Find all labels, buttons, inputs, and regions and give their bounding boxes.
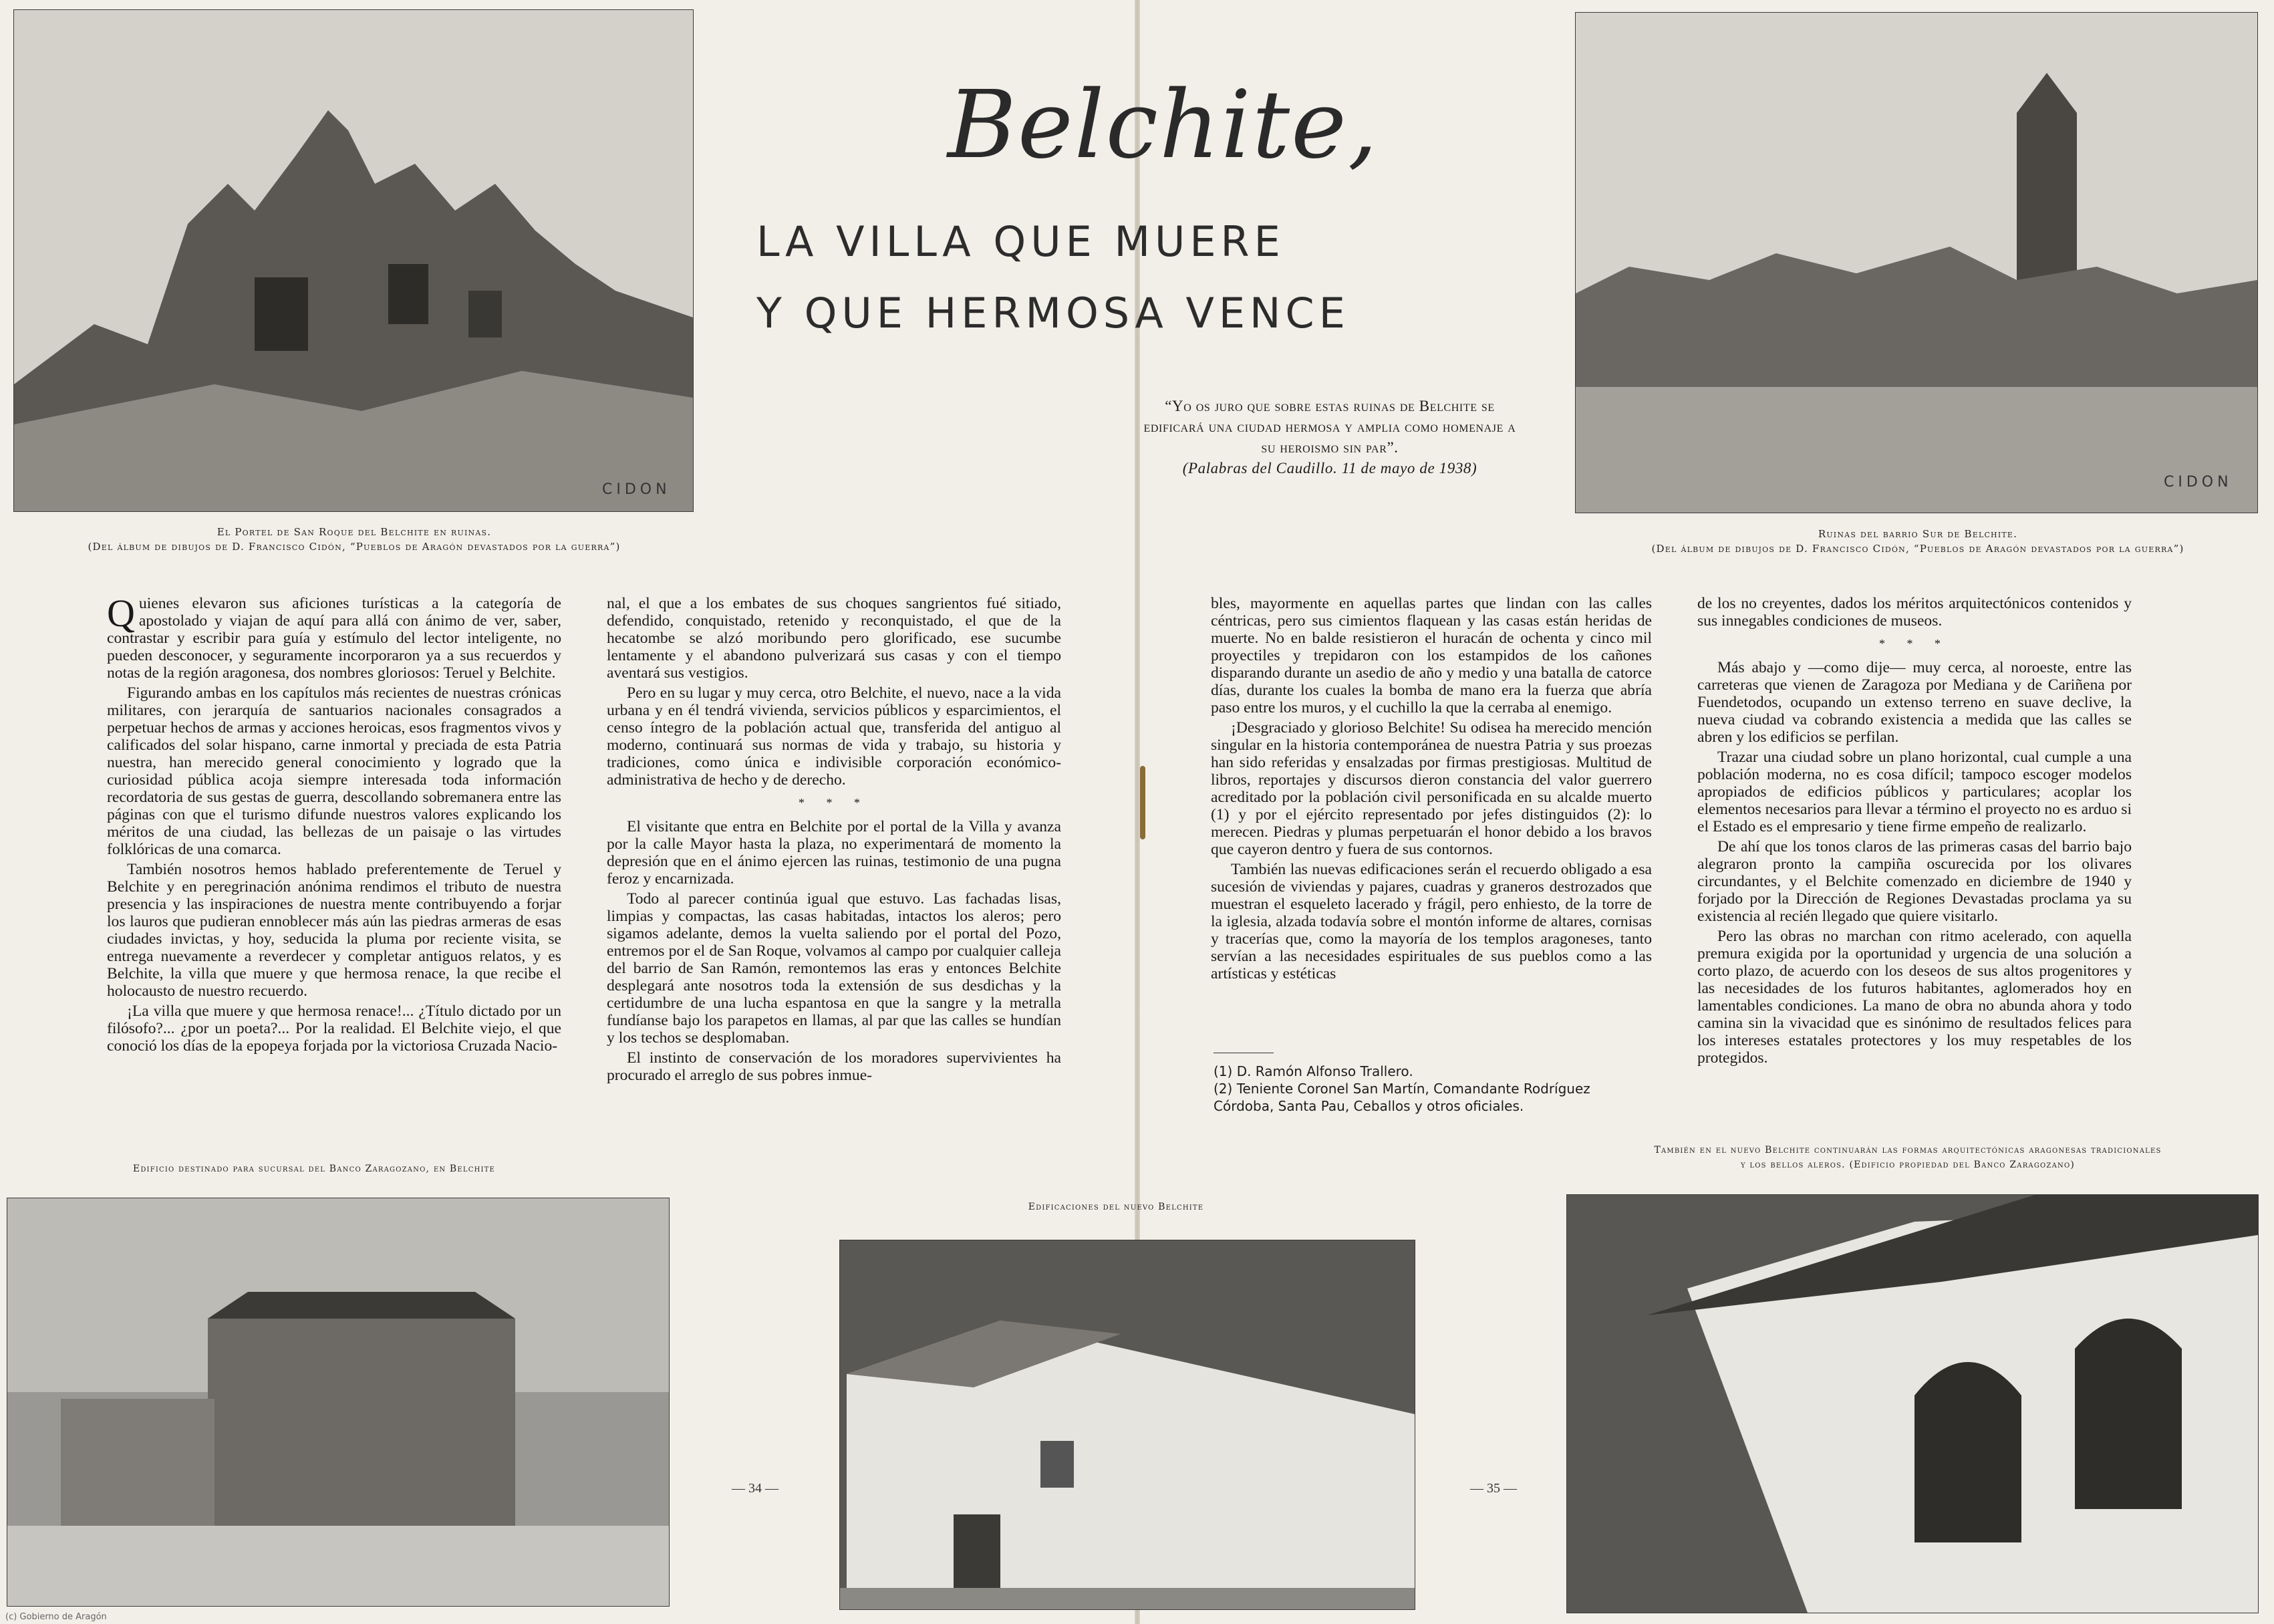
staple (1140, 766, 1145, 839)
caption-top-left-line1: El Portel de San Roque del Belchite en ruinas. (217, 526, 492, 538)
col2-para-4: Todo al parecer continúa igual que estuvo. Las fachadas lisas, limpias y compactas, las casas habitadas, intactos los aleros; pero sigamos adelante, demos la vuelta saliendo por el portal del Pozo, entremos por el de San Roque, volvamos al campo por cualquier calleja del barrio de San Ramón, remontemos las eras y entonces Belchite desplegará ante nosotros toda la extensión de sus desdichas y la certidumbre de una lucha espantosa en que la sangre y la metralla fundíanse bajo los parapetos en llamas, al par que las calles se hundían y los techos se desplomaban. (607, 890, 1061, 1047)
col4-para-1: de los no creyentes, dados los méritos arquitectónicos contenidos y sus innegables condiciones de museos. (1697, 595, 2132, 630)
footnote-2: (2) Teniente Coronel San Martín, Comandante Rodríguez Córdoba, Santa Pau, Ceballos y otros oficiales. (1214, 1081, 1590, 1114)
caudillo-quote (1136, 396, 1524, 479)
col3-para-2: ¡Desgraciado y glorioso Belchite! Su odisea ha merecido mención singular en la historia contemporánea de nuestra Patria y sus proezas han sido referidas y ensalzadas por firmas prestigiosas. Multitud de libros, reportajes y discursos dieron constancia del valor guerrero acreditado por la población civil personificada en su alcalde muerto (1) y por el ejército representado por jefes distinguidos (2): lo merecen. Piedras y plumas perpetuarán el honor debido a los bravos que cayeron dentro y fuera de sus contornos. (1211, 719, 1652, 858)
col2-para-1: nal, el que a los embates de sus choques sangrientos fué sitiado, defendido, conquistado, retenido y reconquistado, el que de la hecatombe se alzó moribundo pero glorificado, ese sucumbe lentamente y el abandono pulverizará sus casas y con el tiempo aventará sus vestigios. (607, 595, 1061, 682)
footnotes (1214, 1063, 1652, 1115)
new-belchite-buildings-photo (839, 1240, 1415, 1610)
col4-para-4: De ahí que los tonos claros de las primeras casas del barrio bajo alegraron pronto la campiña oscurecida por los olivares circundantes, y el Belchite comenzado en diciembre de 1940 y forjado por la Dirección de Regiones Devastadas proclama ya su existencia al recién llegado que quiere visitarlo. (1697, 838, 2132, 925)
article-column-3 (1211, 595, 1652, 985)
footnote-1: (1) D. Ramón Alfonso Trallero. (1214, 1063, 1413, 1079)
col1-para-1: Quienes elevaron sus aficiones turísticas a la categoría de apostolado y viajan de aquí para allá con ánimo de ver, saber, contrastar y escribir para guía y estímulo del lector inteligente, no pueden desconocer, y seguramente incorporaron ya a sus recuerdos y notas de la región aragonesa, dos nombres gloriosos: Teruel y Belchite. (107, 591, 561, 682)
caption-top-left (0, 525, 708, 554)
article-column-4 (1697, 595, 2132, 1069)
copyright-watermark: (c) Gobierno de Aragón (5, 1612, 107, 1622)
page-number-right: — 35 — (1470, 1481, 1517, 1496)
col2-para-2: Pero en su lugar y muy cerca, otro Belchite, el nuevo, nace a la vida urbana y en él tendrá vivienda, servicios públicos y esparcimientos, el censo íntegro de la población actual que, transferida del antiguo al moderno, continuará sus normas de vida y trabajo, su historia y tradiciones, como única e indivisible corporación económico-administrativa de hecho y de derecho. (607, 684, 1061, 789)
col3-para-3: También las nuevas edificaciones serán el recuerdo obligado a esa sucesión de viviendas y pajares, cuadras y graneros destrozados que muestran el esqueleto lacerado y frágil, pero enhiesto, de la torre de la iglesia, alzada todavía sobre el montón informe de altares, cornisas y tracerías que, como la mayoría de los templos aragoneses, tanto servían a las necesidades espirituales de sus pueblos como a las artísticas y estéticas (1211, 861, 1652, 982)
title-script: Belchite, (948, 71, 1379, 180)
drop-cap: Q (107, 591, 135, 635)
caption-top-right (1564, 527, 2272, 556)
article-column-2 (607, 595, 1061, 1087)
col3-para-1: bles, mayormente en aquellas partes que lindan con las calles céntricas, pero sus cimientos flaquean y las casas están heridas de muerte. No en balde resistieron el huracán de ochenta y cinco mil proyectiles y trepidaron con los estampidos de los cañones disparando durante un asedio de año y medio y una batalla de catorce días, durante los cuales la bomba de mano era la fuerza que abría paso entre los muros, y el cuchillo la que la cerraba al enemigo. (1211, 595, 1652, 716)
section-divider: * * * (799, 796, 869, 809)
caption-bottom-center: Edificaciones del nuevo Belchite (1028, 1202, 1204, 1212)
caption-bottom-right-line1: También en el nuevo Belchite continuarán las formas arquitectónicas aragonesas tradicionales (1654, 1145, 2162, 1156)
page-number-left: — 34 — (732, 1481, 778, 1496)
caption-top-right-line1: Ruinas del barrio Sur de Belchite. (1818, 528, 2018, 540)
ruins-drawing-san-roque (13, 9, 694, 512)
artist-signature: CIDON (602, 481, 671, 498)
col4-para-2: Más abajo y —como dije— muy cerca, al noroeste, entre las carreteras que vienen de Zaragoza por Mediana y de Cariñena por Fuendetodos, ocupando un extenso terreno en suave declive, la nueva ciudad va cobrando existencia a medida que las calles se abren y los edificios se perfilan. (1697, 659, 2132, 746)
caption-bottom-right (1564, 1143, 2252, 1172)
col2-para-3: El visitante que entra en Belchite por el portal de la Villa y avanza por la calle Mayor hasta la plaza, no experimentará de momento la depresión que en el ánimo ejercen las ruinas, testimonio de una pugna feroz y encarnizada. (607, 818, 1061, 888)
col2-para-5: El instinto de conservación de los moradores supervivientes ha procurado el arreglo de sus pobres inmue- (607, 1049, 1061, 1084)
bank-branch-building-photo (7, 1198, 670, 1607)
title-line-1: LA VILLA QUE MUERE (756, 217, 1285, 266)
article-column-1 (107, 591, 561, 1057)
quote-text: “Yo os juro que sobre estas ruinas de Belchite se edificará una ciudad hermosa y amplia como homenaje a su heroismo sin par”. (1143, 398, 1516, 456)
col4-para-5: Pero las obras no marchan con ritmo acelerado, con aquella premura exigida por la oportunidad y urgencia de una solución a corto plazo, de acuerdo con los deseos de sus altos progenitores y las necesidades de los futuros habitantes, aglomerados hoy en lamentables condiciones. La mano de obra no abunda ahora y todo camina sin la vivacidad que es sinónimo de resultados felices para los intereses estatales protectores y los muy respetables de los protegidos. (1697, 928, 2132, 1067)
title-line-2: Y QUE HERMOSA VENCE (756, 289, 1350, 337)
aragonese-eaves-photo (1566, 1194, 2259, 1613)
col1-para-2: Figurando ambas en los capítulos más recientes de nuestras crónicas militares, con jerarquía de santuarios nacionales consagrados a perpetuar hechos de armas y acciones heroicas, esos fragmentos vivos y calificados del solar hispano, carne inmortal y preciada de esta Patria nuestra, han merecido general conocimiento y logrado que la curiosidad pública acoja siempre interesada toda información recordatoria de sus gestas de guerra, descollando sobremanera entre las páginas con que el turismo difunde nuestros valores explicando los méritos de una ciudad, las bellezas de un paisaje o las virtudes folklóricas de una comarca. (107, 684, 561, 858)
section-divider-2: * * * (1879, 637, 1950, 650)
caption-bottom-left: Edificio destinado para sucursal del Banco Zaragozano, en Belchite (132, 1164, 496, 1174)
col4-para-3: Trazar una ciudad sobre un plano horizontal, cual cumple a una población moderna, no es cosa difícil; tampoco escoger modelos apropiados de edificios públicos y particulares; acoplar los elementos necesarios para llevar a término el proyecto no es arduo si el Estado es el empresario y tiene firme empeño de realizarlo. (1697, 749, 2132, 835)
quote-attribution: (Palabras del Caudillo. 11 de mayo de 1938) (1182, 460, 1477, 477)
caption-bottom-right-line2: y los bellos aleros. (Edificio propiedad del Banco Zaragozano) (1740, 1160, 2076, 1170)
col1-para-4: ¡La villa que muere y que hermosa renace!... ¿Título dictado por un filósofo?... ¿por un poeta?... Por la realidad. El Belchite viejo, el que conoció los días de la epopeya forjada por la victoriosa Cruzada Nacio- (107, 1002, 561, 1055)
caption-top-right-line2: (Del álbum de dibujos de D. Francisco Cidón, “Pueblos de Aragón devastados por la guerra”) (1651, 543, 2184, 555)
artist-signature-right: CIDON (2164, 474, 2233, 491)
caption-top-left-line2: (Del álbum de dibujos de D. Francisco Cidón, “Pueblos de Aragón devastados por la guerra”) (88, 541, 621, 553)
ruins-drawing-barrio-sur (1575, 12, 2258, 513)
col1-para-3: También nosotros hemos hablado preferentemente de Teruel y Belchite y en peregrinación anónima rendimos el tributo de nuestra presencia y las inspiraciones de nuestra mente contribuyendo a forjar los lauros que pudieran ennoblecer más aún las piedras armeras de esas ciudades invictas, y hoy, seducida la pluma por reciente visita, se entrega nuevamente a reverdecer y completar antiguos relatos, y es Belchite, la villa que muere y que hermosa renace, la que recibe el holocausto de nuestro recuerdo. (107, 861, 561, 1000)
